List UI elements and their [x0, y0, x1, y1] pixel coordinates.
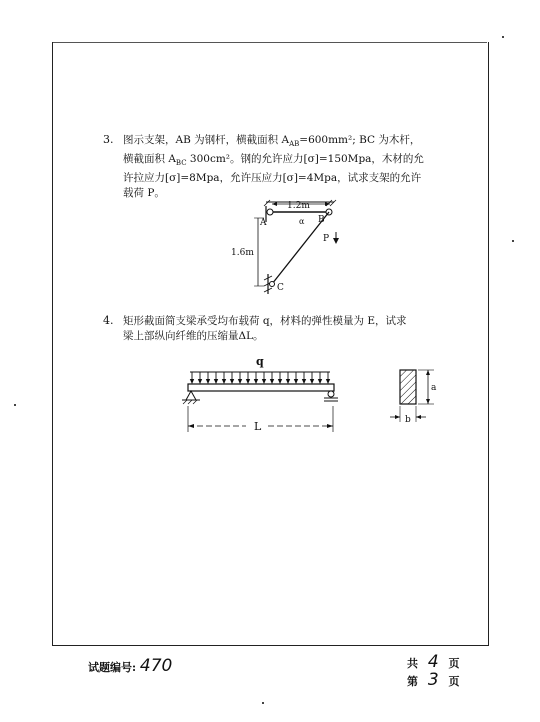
problem-3-line-4: 载荷 P。 [123, 187, 165, 200]
problem-3-line-1: 图示支架，AB 为钢杆，横截面积 $A_{AB}=600mm^2$; BC 为木杆， [123, 134, 421, 149]
load-arrowhead [302, 379, 306, 384]
arrowhead [272, 202, 277, 206]
dim-left-label: 1.6m [231, 248, 254, 258]
arrowhead [327, 424, 333, 428]
load-arrowhead [246, 379, 250, 384]
problem-3-figure [230, 196, 360, 298]
load-arrowhead [318, 379, 322, 384]
arrowhead [426, 370, 430, 375]
arrowhead [188, 424, 194, 428]
problem-3-number: 3. [103, 133, 114, 146]
label-alpha: α [299, 217, 305, 226]
label-a: A [260, 218, 267, 228]
scan-speck [502, 36, 504, 38]
pin-support-icon [186, 391, 196, 400]
exam-code [88, 656, 172, 676]
exam-code-value: 470 [139, 656, 173, 676]
current-page-prefix: 第 [407, 675, 418, 688]
label-c: C [277, 283, 284, 293]
current-page [407, 670, 460, 690]
problem-4-line-1: 矩形截面简支梁承受均布载荷 q，材料的弹性模量为 E，试求 [123, 315, 407, 327]
problem-3-line-3: 许拉应力[σ]=8Mpa，允许压应力[σ]=4Mpa，试求支架的允许 [123, 172, 422, 185]
label-b: B [318, 215, 325, 225]
height-a-label: a [431, 383, 437, 393]
load-arrowhead [198, 379, 202, 384]
pin-a-icon [267, 209, 273, 215]
scan-speck [14, 404, 16, 406]
load-q-label: q [256, 355, 264, 368]
current-page-value: 3 [427, 670, 439, 690]
scan-speck [262, 702, 264, 704]
total-pages-value: 4 [427, 652, 439, 672]
total-pages-suffix: 页 [448, 657, 460, 670]
scan-speck [512, 240, 514, 242]
problem-3-line-2: 横截面积 $A_{BC}$ 300cm²。钢的允许应力[σ]=150Mpa，木材的允 [123, 153, 424, 168]
cross-section-figure [384, 364, 444, 430]
label-p: P [323, 234, 330, 244]
width-b-label: b [405, 415, 411, 425]
arrowhead [333, 238, 339, 244]
load-arrowhead [286, 379, 290, 384]
load-arrowhead [222, 379, 226, 384]
load-arrowhead [278, 379, 282, 384]
load-arrowhead [190, 379, 194, 384]
problem-4-number: 4. [103, 314, 114, 327]
problem-4-line-2: 梁上部纵向纤维的压缩量ΔL。 [123, 330, 264, 342]
load-arrowhead [230, 379, 234, 384]
beam-figure [176, 354, 348, 438]
load-arrowhead [262, 379, 266, 384]
load-arrowhead [254, 379, 258, 384]
exam-code-label: 试题编号: [88, 661, 137, 674]
load-arrowhead [270, 379, 274, 384]
load-arrowhead [326, 379, 330, 384]
distributed-load-arrows [190, 372, 330, 384]
load-arrowhead [310, 379, 314, 384]
load-arrowhead [238, 379, 242, 384]
pin-c-icon [270, 282, 275, 287]
load-arrowhead [294, 379, 298, 384]
total-pages [407, 652, 460, 672]
arrowhead [426, 399, 430, 404]
problem-4-text [123, 314, 443, 344]
arrowhead [416, 415, 421, 419]
section-rect [400, 370, 416, 404]
load-arrowhead [206, 379, 210, 384]
roller-support-icon [328, 391, 334, 397]
dim-top-label: 1.2m [287, 201, 310, 211]
current-page-suffix: 页 [448, 675, 460, 688]
span-l-label: L [254, 420, 262, 433]
arrowhead [395, 415, 400, 419]
load-arrowhead [214, 379, 218, 384]
beam-body [188, 384, 334, 391]
total-pages-prefix: 共 [407, 657, 418, 670]
problem-3-text [123, 133, 443, 201]
